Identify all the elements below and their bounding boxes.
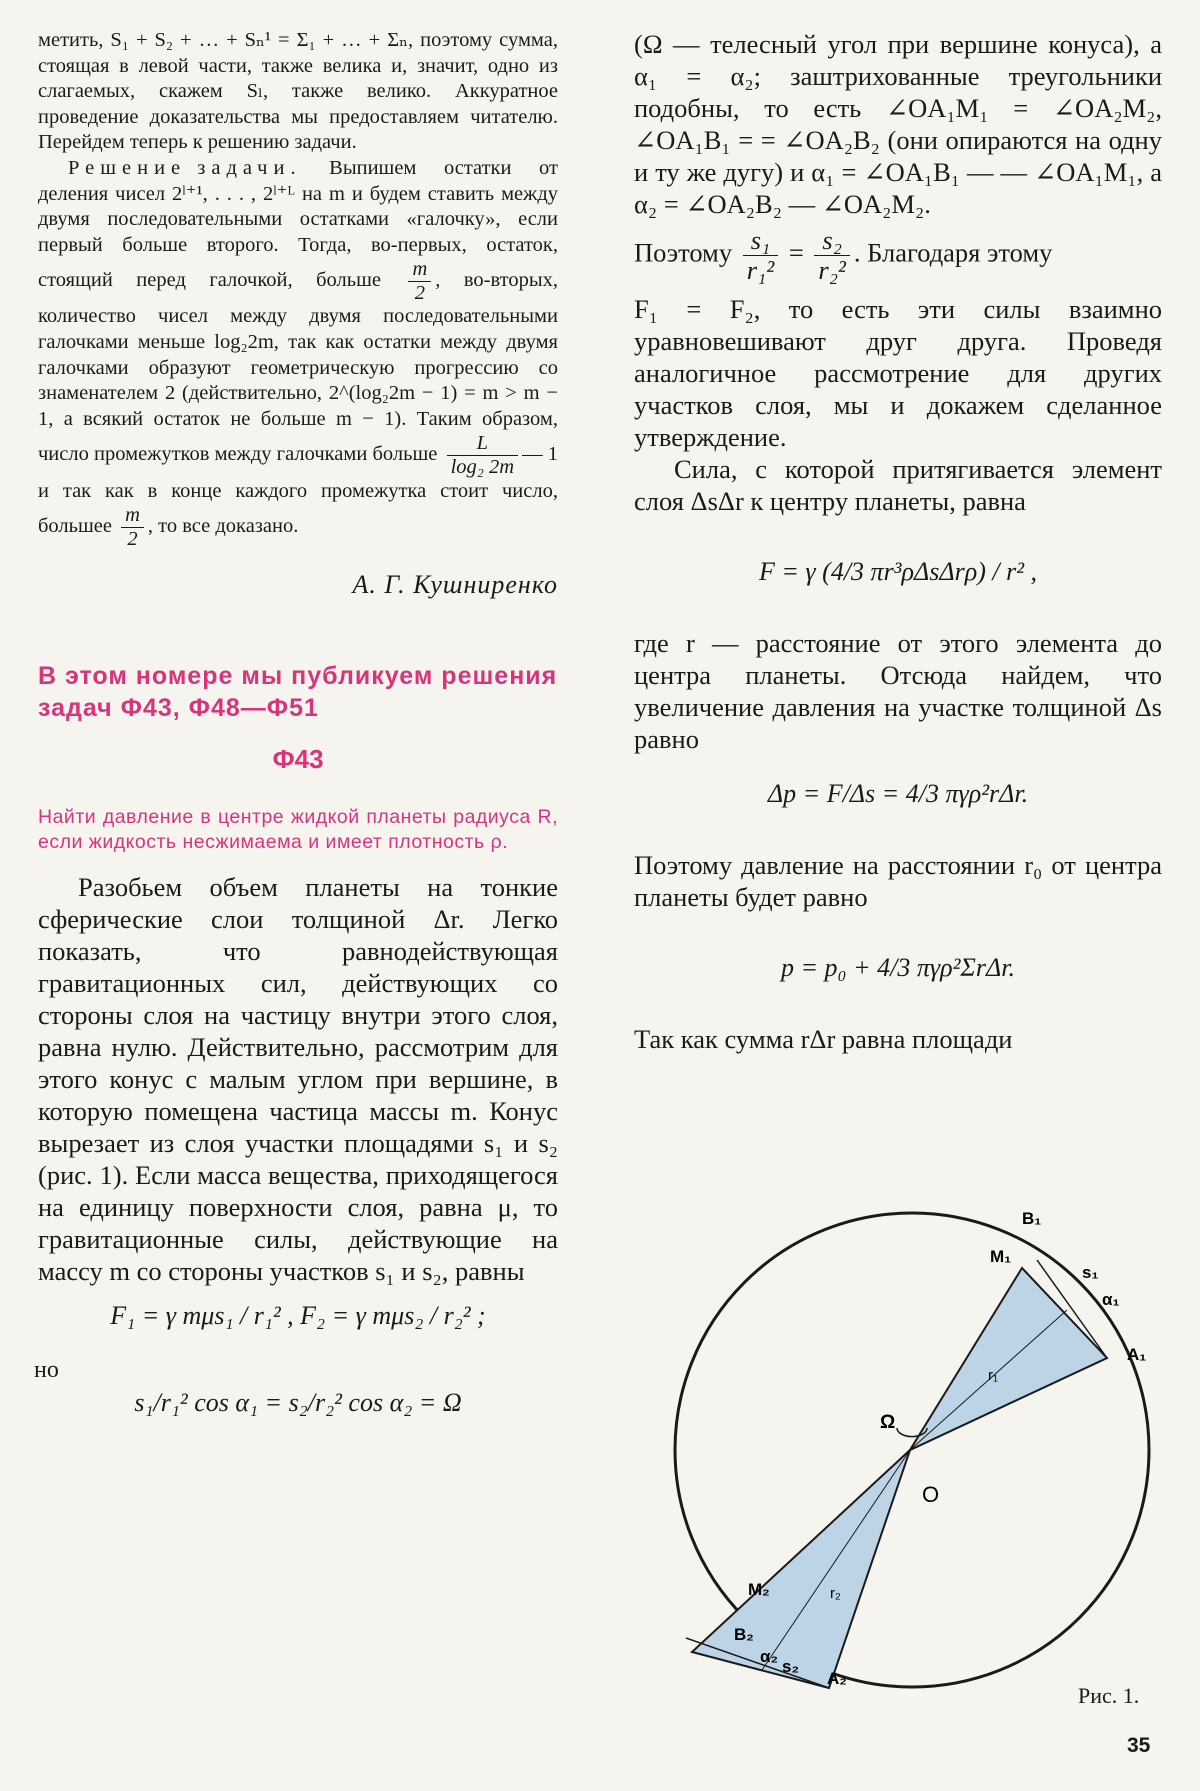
solution-text-3: — 1 и так как в конце каждого промежутка стоит число, большее — [38, 443, 559, 537]
page-number: 35 — [1127, 1734, 1151, 1757]
equation-force-element: F = γ (4/3 πr³ρΔsΔrρ) / r² , — [758, 557, 1037, 587]
paragraph-distance: где r — расстояние от этого элемента до центра планеты. Отсюда найдем, что увеличение давления на участке толщиной Δs равно — [634, 628, 1162, 755]
fraction-m-over-2: $\frac{m}{2}$ — [408, 258, 431, 304]
label-s2: s₂ — [782, 1657, 800, 1676]
fraction-L-over-log: $\frac{L}{\text{log₂ 2m}}$ — [447, 432, 519, 478]
label-M2: M₂ — [748, 1580, 770, 1599]
paragraph-layers: Разобьем объем планеты на тонкие сферические слои толщиной Δr. Легко показать, что равнодействующая гравитационных сил, действующих со стороны слоя на частицу внутри этого слоя, равна нулю. Действительно, рассмотрим для этого конус с малым углом при вершине, в которую помещена частица массы m. Конус вырезает из слоя участки площадями s₁ и s₂ (рис. 1). Если масса вещества, приходящегося на единицу поверхности слоя, равна μ, то гравитационные силы, действующие на массу m со стороны участков s₁ и s₂, равны — [38, 872, 558, 1287]
label-M1: M₁ — [990, 1247, 1012, 1266]
label-alpha2: α₂ — [760, 1647, 779, 1666]
label-r1: r₁ — [988, 1367, 999, 1384]
equation-delta-p: Δp = F/Δs = 4/3 πγρ²rΔr. — [767, 779, 1029, 809]
equation-pressure: p = p₀ + 4/3 πγρ²ΣrΔr. — [781, 953, 1015, 983]
equation-forces: F₁ = γ mμs₁ / r₁² , F₂ = γ mμs₂ / r₂² ; — [110, 1301, 486, 1331]
paragraph-pressure: Поэтому давление на расстоянии r₀ от центра планеты будет равно — [634, 850, 1162, 913]
therefore-word: Поэтому — [634, 237, 733, 268]
right-column — [634, 28, 1162, 1055]
paragraph-force-element: Сила, с которой притягивается элемент слоя ΔsΔr к центру планеты, равна — [634, 454, 1162, 517]
paragraph-solution — [38, 156, 558, 550]
problem-number: Ф43 — [272, 744, 324, 775]
figure-caption: Рис. 1. — [1078, 1683, 1140, 1708]
label-s1: s₁ — [1082, 1263, 1099, 1282]
solution-text: Выпишем остатки от деления чисел 2ˡ⁺¹, . . . , 2ˡ⁺ᴸ на m и будем ставить между двумя последовательными остатками «галочку», если первый больше второго. Тогда, во-первых, остаток, стоящий перед галочкой, больше — [38, 156, 558, 292]
solution-text-2: , во-вторых, количество чисел между двумя последовательными галочками меньше log₂2m, так как остатки между двумя галочками образуют геометрическую прогрессию со знаменателем 2 (действительно, 2^(log₂2m − 1) = m > m − 1, а всякий остаток не больше m − 1). Таким образом, число промежутков между галочками больше — [38, 269, 559, 466]
therefore-post: . Благодаря этому — [853, 237, 1053, 268]
paragraph-proof-end: метить, S₁ + S₂ + … + Sₙ¹ = Σ₁ + … + Σₙ, поэтому сумма, стоящая в левой части, также велика и, значит, одно из слагаемых, скажем Sₗ, также велико. Аккуратное проведение доказательства мы предоставляем читателю. Перейдем теперь к решению задачи. — [38, 29, 558, 154]
label-B1: B₁ — [1022, 1210, 1042, 1228]
label-A2: A₂ — [827, 1669, 847, 1688]
paragraph-balance: F₁ = F₂, то есть эти силы взаимно уравновешивают друг друга. Проведя аналогичное рассмотрение для других участков слоя, мы и докажем сделанное утверждение. — [634, 294, 1162, 453]
problem-statement: Найти давление в центре жидкой планеты радиуса R, если жидкость несжимаема и имеет плотность ρ. — [38, 806, 558, 854]
label-r2: r₂ — [830, 1585, 841, 1602]
label-Omega: Ω — [880, 1412, 896, 1433]
solution-text-4: , то все доказано. — [147, 514, 299, 537]
author-signature: А. Г. Кушниренко — [352, 570, 558, 600]
word-no: но — [34, 1357, 59, 1384]
label-O: O — [922, 1482, 940, 1507]
label-A1: A₁ — [1127, 1345, 1147, 1364]
label-alpha1: α₁ — [1102, 1290, 1120, 1309]
left-column — [34, 28, 559, 1432]
label-B2: B₂ — [734, 1625, 754, 1644]
figure-sphere-cone — [672, 1210, 1152, 1700]
paragraph-solid-angle: (Ω — телесный угол при вершине конуса), а α₁ = α₂; заштрихованные треугольники подобны, то есть ∠OA₁M₁ = ∠OA₂M₂, ∠OA₁B₁ = = ∠OA₂B₂ (они опираются на одну и ту же дугу) и α₁ = ∠OA₁B₁ — — ∠OA₁M₁, а α₂ = ∠OA₂B₂ — ∠OA₂M₂. — [634, 29, 1162, 219]
fraction-s1-r1: $\frac{\text{s₁}}{\text{r₁²}}$ — [743, 226, 778, 285]
equation-solid-angle: s₁/r₁² cos α₁ = s₂/r₂² cos α₂ = Ω — [134, 1388, 462, 1418]
fraction-m-over-2-b: $\frac{m}{2}$ — [121, 504, 144, 550]
paragraph-sum: Так как сумма rΔr равна площади — [634, 1024, 1013, 1055]
solution-label: Решение задачи. — [68, 156, 302, 179]
paragraph-therefore: Поэтому $\frac{\text{s₁}}{\text{r₁²}}$ = $\frac{\text{s₂}}{\text{r₂²}}$ . Благодаря этому — [634, 225, 1053, 286]
upper-cone — [910, 1268, 1107, 1450]
section-heading: В этом номере мы публикуем решения задач Ф43, Ф48—Ф51 — [38, 662, 558, 723]
fraction-s2-r2: $\frac{\text{s₂}}{\text{r₂²}}$ — [814, 226, 849, 285]
